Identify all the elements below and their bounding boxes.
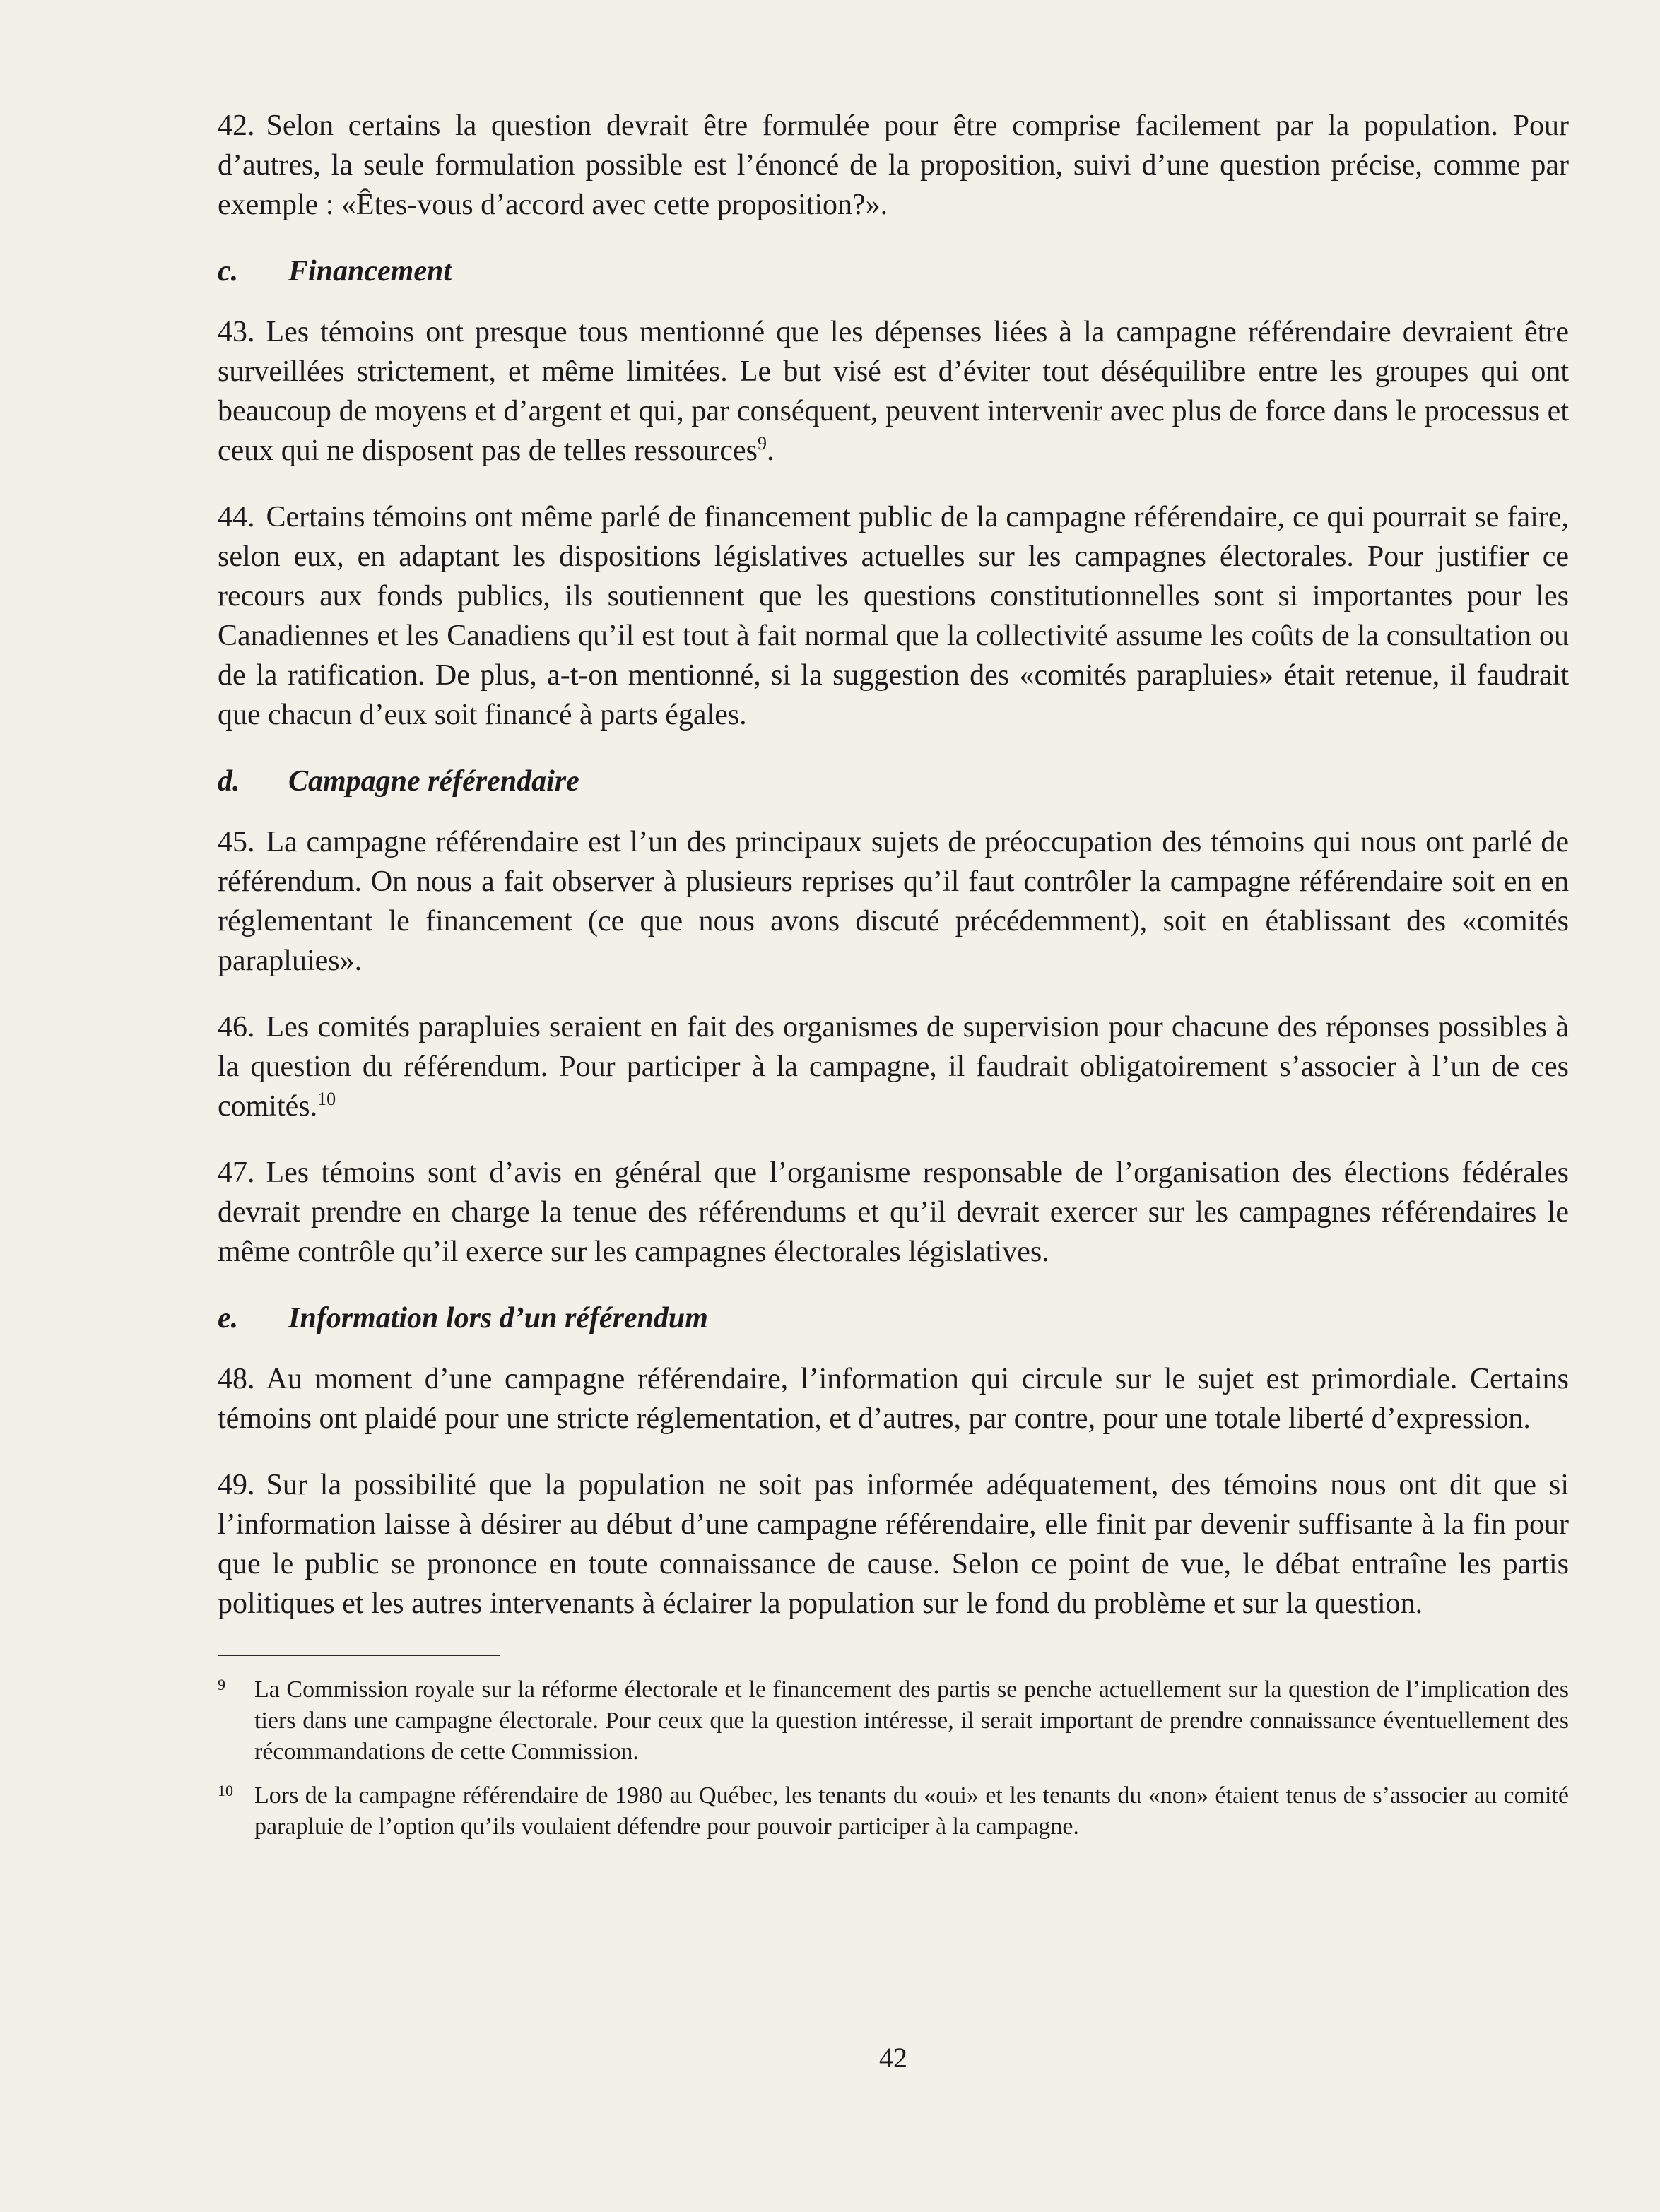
paragraph-47 xyxy=(218,1153,1569,1272)
paragraph-text: Les témoins sont d’avis en général que l’organisme responsable de l’organisation des élections fédérales devrait prendre en charge la tenue des référendums et qu’il devrait exercer sur les campagnes référendaires le même contrôle qu’il exerce sur les campagnes électorales législatives. xyxy=(218,1157,1569,1268)
section-heading-information xyxy=(218,1299,1569,1338)
paragraph-49 xyxy=(218,1465,1569,1623)
section-title: Information lors d’un référendum xyxy=(288,1302,708,1335)
section-letter: d. xyxy=(218,765,240,798)
paragraph-text: La campagne référendaire est l’un des principaux sujets de préoccupation des témoins qui nous ont parlé de référendum. On nous a fait observer à plusieurs reprises qu’il faut contrôler la campagne référendaire soit en en réglementant le financement (ce que nous avons discuté précédemment), soit en établissant des «comités parapluies». xyxy=(218,826,1569,977)
paragraph-text: Certains témoins ont même parlé de financement public de la campagne référendaire, ce qui pourrait se faire, selon eux, en adaptant les dispositions législatives actuelles sur les campagnes électorales. Pour justifier ce recours aux fonds publics, ils soutiennent que les questions constitutionnelles sont si importantes pour les Canadiennes et les Canadiens qu’il est tout à fait normal que la collectivité assume les coûts de la consultation ou de la ratification. De plus, a-t-on mentionné, si la suggestion des «comités parapluies» était retenue, il faudrait que chacun d’eux soit financé à parts égales. xyxy=(218,501,1569,731)
paragraph-46 xyxy=(218,1007,1569,1126)
section-title: Campagne référendaire xyxy=(288,765,579,798)
section-heading-campagne xyxy=(218,762,1569,801)
footnote-text: Lors de la campagne référendaire de 1980 au Québec, les tenants du «oui» et les tenants du «non» étaient tenus de s’associer au comité parapluie de l’option qu’ils voulaient défendre pour pouvoir participer à la campagne. xyxy=(254,1782,1569,1840)
footnote-text: La Commission royale sur la réforme électorale et le financement des partis se penche actuellement sur la question de l’implication des tiers dans une campagne électorale. Pour ceux que la question intéresse, il serait important de prendre connaissance éventuellement des récommandations de cette Commission. xyxy=(254,1676,1569,1765)
paragraph-43 xyxy=(218,312,1569,471)
paragraph-number: 49. xyxy=(218,1469,255,1501)
paragraph-number: 44. xyxy=(218,501,255,533)
paragraph-45 xyxy=(218,822,1569,981)
footnote-ref-10[interactable]: 10 xyxy=(317,1089,336,1109)
footnote-number: 10 xyxy=(218,1782,233,1799)
paragraph-text: Les témoins ont presque tous mentionné que les dépenses liées à la campagne référendaire devraient être surveillées strictement, et même limitées. Le but visé est d’éviter tout déséquilibre entre les groupes qui ont beaucoup de moyens et d’argent et qui, par conséquent, peuvent intervenir avec plus de force dans le processus et ceux qui ne disposent pas de telles ressources xyxy=(218,316,1569,467)
document-page xyxy=(218,106,1569,2197)
section-letter: c. xyxy=(218,255,239,288)
paragraph-text: Selon certains la question devrait être formulée pour être comprise facilement par la population. Pour d’autres, la seule formulation possible est l’énoncé de la proposition, suivi d’une question précise, comme par exemple : «Êtes-vous d’accord avec cette proposition?». xyxy=(218,110,1569,221)
paragraph-number: 47. xyxy=(218,1157,255,1189)
paragraph-number: 48. xyxy=(218,1363,255,1395)
paragraph-number: 43. xyxy=(218,316,255,348)
footnote-number: 9 xyxy=(218,1676,225,1693)
footnote-ref-9[interactable]: 9 xyxy=(757,433,767,454)
paragraph-44 xyxy=(218,497,1569,735)
section-letter: e. xyxy=(218,1302,239,1335)
section-title: Financement xyxy=(288,255,452,288)
footnote-9 xyxy=(218,1674,1569,1768)
paragraph-text: Les comités parapluies seraient en fait des organismes de supervision pour chacune des réponses possibles à la question du référendum. Pour participer à la campagne, il faudrait obligatoirement s’associer à l’un de ces comités. xyxy=(218,1011,1569,1123)
footnote-10 xyxy=(218,1780,1569,1843)
paragraph-text: Sur la possibilité que la population ne soit pas informée adéquatement, des témoins nous ont dit que si l’information laisse à désirer au début d’une campagne référendaire, elle finit par devenir suffisante à la fin pour que le public se prononce en toute connaissance de cause. Selon ce point de vue, le débat entraîne les partis politiques et les autres intervenants à éclairer la population sur le fond du problème et sur la question. xyxy=(218,1469,1569,1620)
paragraph-48 xyxy=(218,1359,1569,1438)
paragraph-number: 46. xyxy=(218,1011,255,1043)
paragraph-42 xyxy=(218,106,1569,225)
paragraph-number: 42. xyxy=(218,110,255,142)
page-number: 42 xyxy=(879,2042,907,2074)
section-heading-financement xyxy=(218,252,1569,291)
paragraph-end: . xyxy=(766,434,775,467)
paragraph-text: Au moment d’une campagne référendaire, l’information qui circule sur le sujet est primordiale. Certains témoins ont plaidé pour une stricte réglementation, et d’autres, par contre, pour une totale liberté d’expression. xyxy=(218,1363,1569,1435)
paragraph-number: 45. xyxy=(218,826,255,858)
footnote-divider xyxy=(218,1655,500,1656)
